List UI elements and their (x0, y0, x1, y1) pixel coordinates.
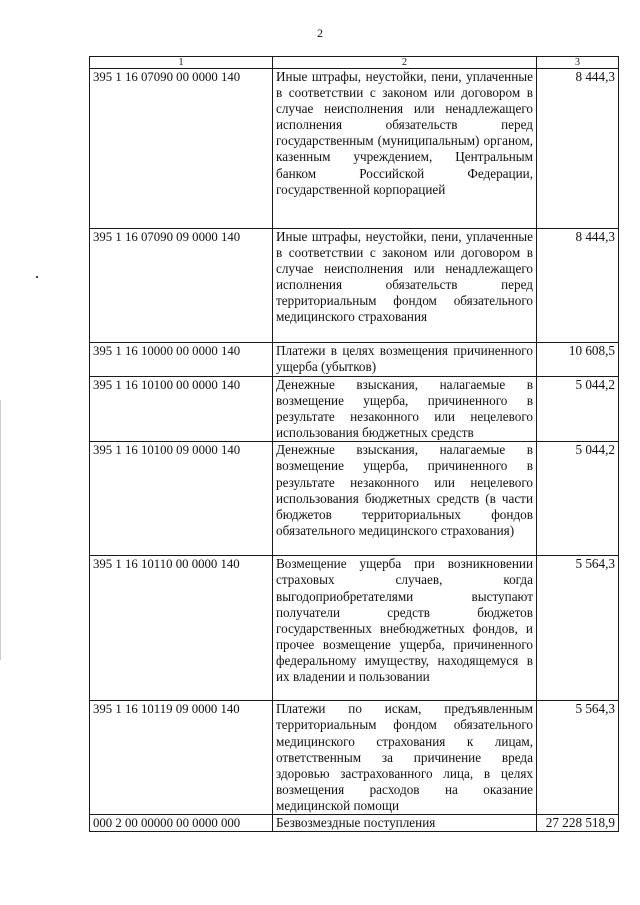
page-number: 2 (317, 26, 323, 40)
row-amount: 8 444,3 (537, 229, 619, 343)
table-row (90, 701, 619, 815)
row-code: 395 1 16 07090 00 0000 140 (90, 69, 273, 229)
table-row (90, 343, 619, 377)
row-code: 395 1 16 10119 09 0000 140 (90, 701, 273, 815)
table-header-row (90, 57, 619, 69)
row-name: Платежи по искам, предъявленным территориальным фондом обязательного медицинского страхования к лицам, ответственным за причинение вреда здоровью застрахованного лица, в целях возмещения расходов на оказание медицинской помощи (273, 701, 537, 815)
row-amount: 5 044,2 (537, 377, 619, 442)
column-header-code: 1 (90, 57, 273, 69)
row-amount: 10 608,5 (537, 343, 619, 377)
row-name: Возмещение ущерба при возникновении страховых случаев, когда выгодоприобретателями выступают получатели средств бюджетов государственных внебюджетных фондов, и прочее возмещение ущерба, причиненного федеральному имуществу, находящемуся в их владении и пользовании (273, 556, 537, 701)
row-name: Безвозмездные поступления (273, 815, 537, 832)
row-code: 395 1 16 10110 00 0000 140 (90, 556, 273, 701)
row-code: 395 1 16 07090 09 0000 140 (90, 229, 273, 343)
table-row (90, 556, 619, 701)
table-row (90, 442, 619, 556)
column-header-amount: 3 (537, 57, 619, 69)
table-row (90, 69, 619, 229)
column-header-name: 2 (273, 57, 537, 69)
row-amount: 27 228 518,9 (537, 815, 619, 832)
row-name: Денежные взыскания, налагаемые в возмещение ущерба, причиненного в результате незаконного или нецелевого использования бюджетных средств (в части бюджетов территориальных фондов обязательного медицинского страхования) (273, 442, 537, 556)
table-row (90, 377, 619, 442)
row-name: Иные штрафы, неустойки, пени, уплаченные в соответствии с законом или договором в случае неисполнения или ненадлежащего исполнения обязательств перед государственным (муниципальным) органом, казенным учреждением, Центральным банком Российской Федерации, государственной корпорацией (273, 69, 537, 229)
row-name: Иные штрафы, неустойки, пени, уплаченные в соответствии с законом или договором в случае неисполнения или ненадлежащего исполнения обязательств перед территориальным фондом обязательного медицинского страхования (273, 229, 537, 343)
scan-edge-line (0, 400, 1, 660)
row-amount: 5 564,3 (537, 556, 619, 701)
row-amount: 8 444,3 (537, 69, 619, 229)
budget-revenue-table (89, 56, 619, 832)
row-amount: 5 044,2 (537, 442, 619, 556)
row-code: 000 2 00 00000 00 0000 000 (90, 815, 273, 832)
scan-speck (36, 276, 38, 278)
row-name: Платежи в целях возмещения причиненного ущерба (убытков) (273, 343, 537, 377)
row-code: 395 1 16 10000 00 0000 140 (90, 343, 273, 377)
row-name: Денежные взыскания, налагаемые в возмещение ущерба, причиненного в результате незаконного или нецелевого использования бюджетных средств (273, 377, 537, 442)
table-row (90, 229, 619, 343)
row-code: 395 1 16 10100 00 0000 140 (90, 377, 273, 442)
row-amount: 5 564,3 (537, 701, 619, 815)
row-code: 395 1 16 10100 09 0000 140 (90, 442, 273, 556)
table-row (90, 815, 619, 832)
